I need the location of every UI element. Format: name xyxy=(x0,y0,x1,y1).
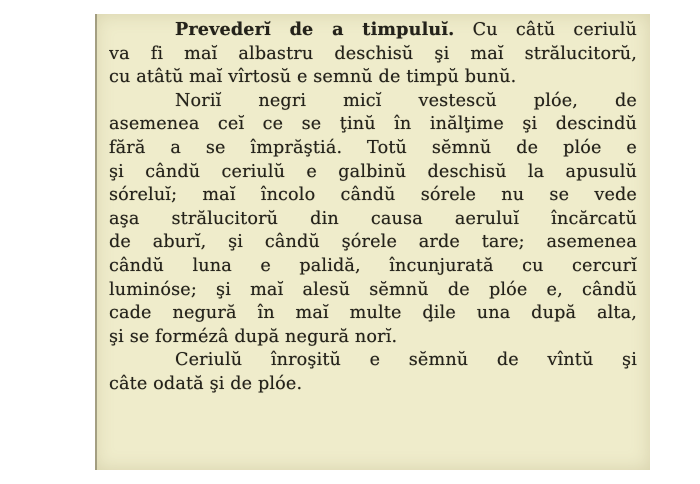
article-line-16: câte odată şi de plóe. xyxy=(109,373,303,394)
article-line-10: de aburĭ, şi cândŭ şórele arde tare; asemenea xyxy=(109,232,637,253)
article-line-3: cu atâtŭ maĭ vîrtosŭ e semnŭ de timpŭ bunŭ. xyxy=(109,67,517,88)
article-line-9: aşa strălucitorŭ din causa aeruluĭ încărcatŭ xyxy=(109,208,637,229)
article-line-1-text: Cu câtŭ ceriulŭ xyxy=(472,20,637,40)
article-line-12: luminóse; şi maĭ alesŭ sĕmnŭ de plóe e, cândŭ xyxy=(109,279,637,300)
article-line-14: şi se formézâ după negură norĭ. xyxy=(109,326,398,347)
article-line-1 xyxy=(109,18,637,43)
article-line-11: cândŭ luna e palidă, încunjurată cu cercurĭ xyxy=(109,255,637,276)
clipping-left-edge xyxy=(95,14,97,470)
article-line-13: cade negură în maĭ multe ḑile una după alta, xyxy=(109,303,637,324)
article-text xyxy=(109,18,637,397)
article-line-15: Ceriulŭ înroşitŭ e sĕmnŭ de vîntŭ şi xyxy=(175,350,637,371)
article-line-8: sóreluĭ; maĭ încolo cândŭ sórele nu se vede xyxy=(109,185,637,206)
article-line-5: asemenea ceĭ ce se ţinŭ în inălţime şi descindŭ xyxy=(109,114,637,135)
article-line-4: Noriĭ negri micĭ vestescŭ plóe, de xyxy=(175,90,637,111)
article-line-7: şi cândŭ ceriulŭ e galbinŭ deschisŭ la apusulŭ xyxy=(109,161,637,182)
article-heading: Prevederĭ de a timpuluĭ. xyxy=(175,19,455,40)
newspaper-clipping xyxy=(95,14,650,470)
article-line-2: va fi maĭ albastru deschisŭ şi maĭ strălucitorŭ, xyxy=(109,43,637,64)
article-line-6: fără a se împrăştiá. Totŭ sĕmnŭ de plóe e xyxy=(109,137,637,158)
